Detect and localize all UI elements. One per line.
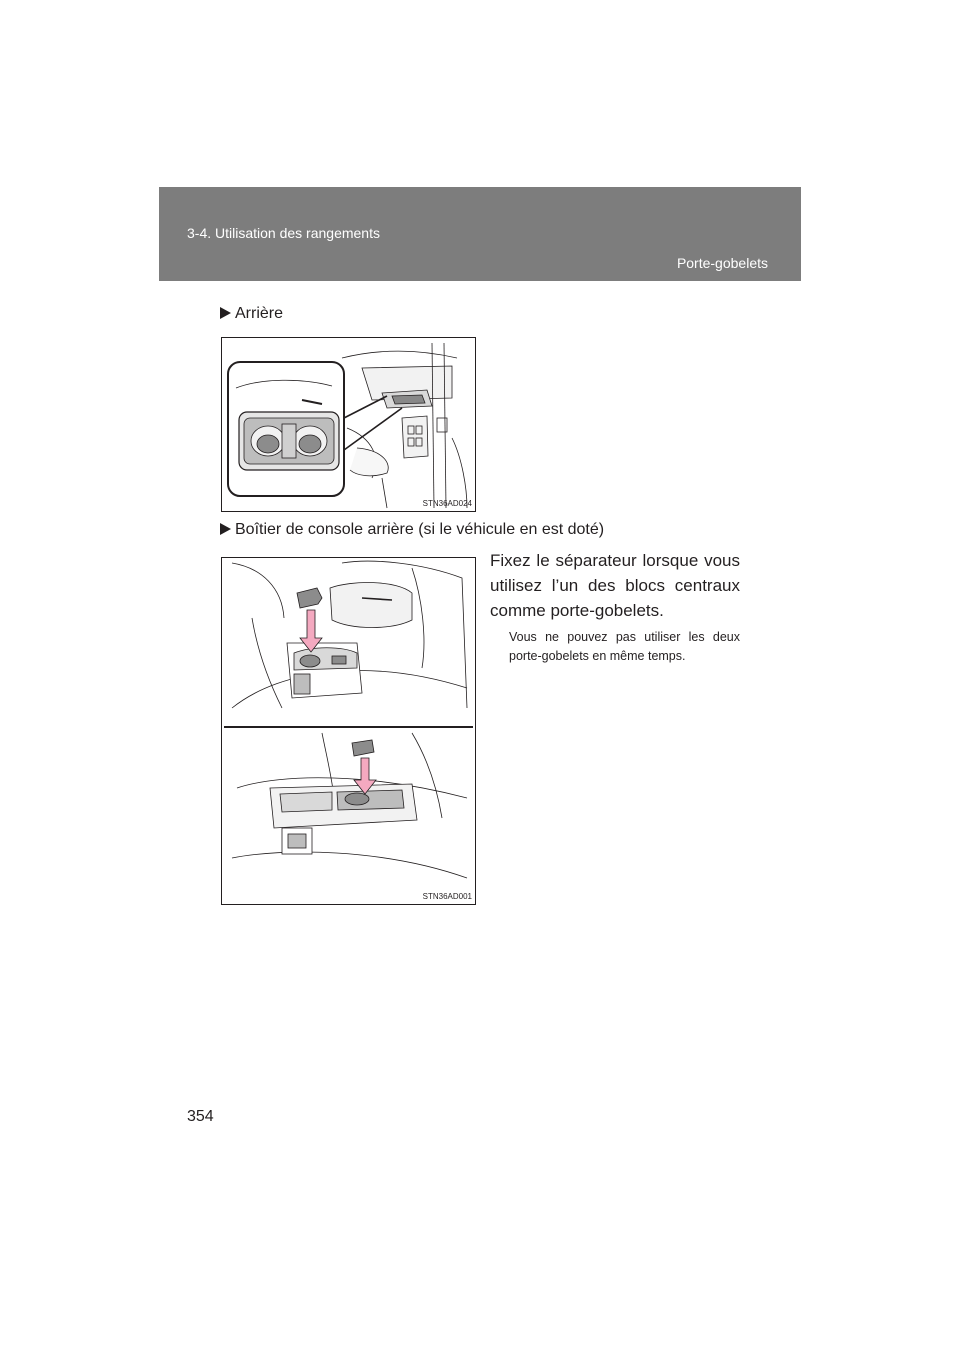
- rear-heading-label: Arrière: [235, 305, 284, 322]
- triangle-bullet-icon: [220, 523, 231, 535]
- rear-heading: [220, 305, 283, 323]
- console-heading: [220, 521, 604, 539]
- console-box-illustration: [222, 558, 475, 904]
- figure-code: STN36AD024: [422, 499, 472, 508]
- console-note: Vous ne pouvez pas utiliser les deux porte-gobelets en même temps.: [509, 630, 740, 663]
- console-heading-label: Boîtier de console arrière (si le véhicule en est doté): [235, 521, 605, 538]
- section-title: 3-4. Utilisation des rangements: [187, 225, 380, 241]
- figure-code: STN36AD001: [422, 892, 472, 901]
- rear-cupholder-illustration: [222, 338, 475, 511]
- page-subtitle: Porte-gobelets: [676, 255, 768, 271]
- page-header: [159, 187, 801, 281]
- page-number: 354: [187, 1108, 214, 1125]
- rear-cupholder-figure: [221, 337, 476, 512]
- console-box-figure: [221, 557, 476, 905]
- triangle-bullet-icon: [220, 307, 231, 319]
- console-instruction: Fixez le séparateur lorsque vous utilisez l’un des blocs centraux comme porte-gobelets.: [490, 551, 740, 620]
